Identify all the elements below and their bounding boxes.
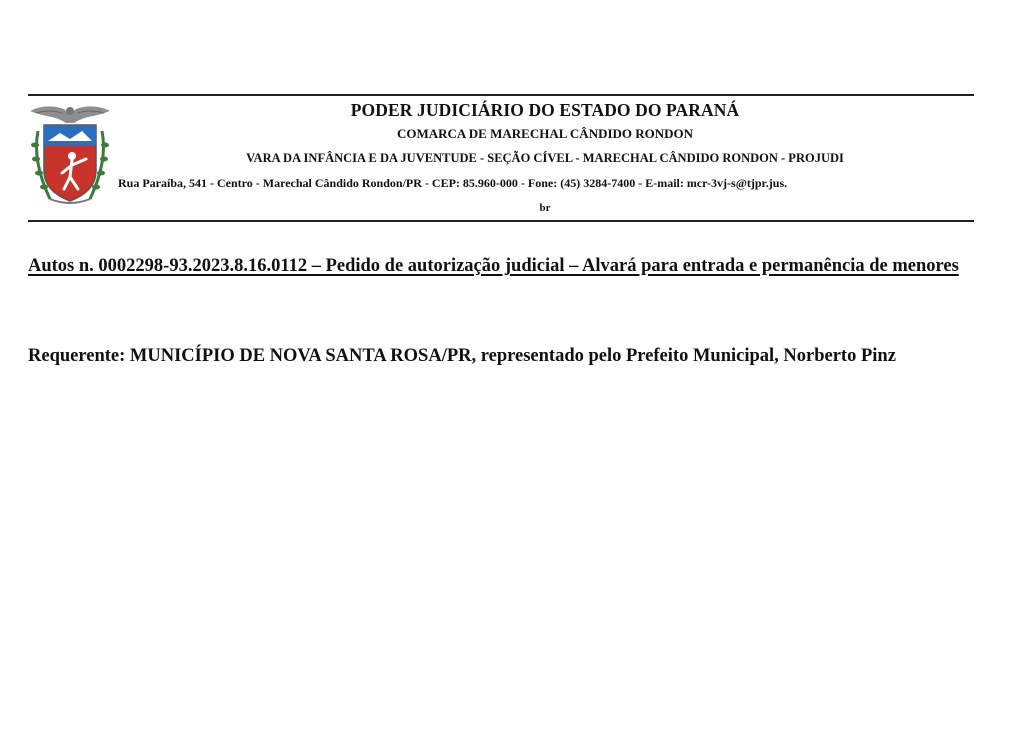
header-bottom-rule <box>28 220 974 222</box>
applicant-paragraph: Requerente: MUNICÍPIO DE NOVA SANTA ROSA/PR, representado pelo Prefeito Municipal, Norberto Pinz <box>28 346 896 366</box>
header-top-rule <box>28 94 974 96</box>
comarca-name: COMARCA DE MARECHAL CÂNDIDO RONDON <box>396 126 694 141</box>
case-reference: Autos n. 0002298-93.2023.8.16.0112 – Pedido de autorização judicial – Alvará para entrada e permanência de menores <box>28 256 959 276</box>
court-name: PODER JUDICIÁRIO DO ESTADO DO PARANÁ <box>350 100 740 120</box>
document-header <box>110 98 980 220</box>
vara-name: VARA DA INFÂNCIA E DA JUVENTUDE - SEÇÃO CÍVEL - MARECHAL CÂNDIDO RONDON - PROJUDI <box>246 151 844 165</box>
court-address-continuation: br <box>539 202 551 214</box>
court-address: Rua Paraíba, 541 - Centro - Marechal Cândido Rondon/PR - CEP: 85.960-000 - Fone: (45) 3284-7400 - E-mail: mcr-3vj-s@tjpr.jus. <box>118 176 788 190</box>
parana-coat-of-arms-icon <box>26 101 114 209</box>
